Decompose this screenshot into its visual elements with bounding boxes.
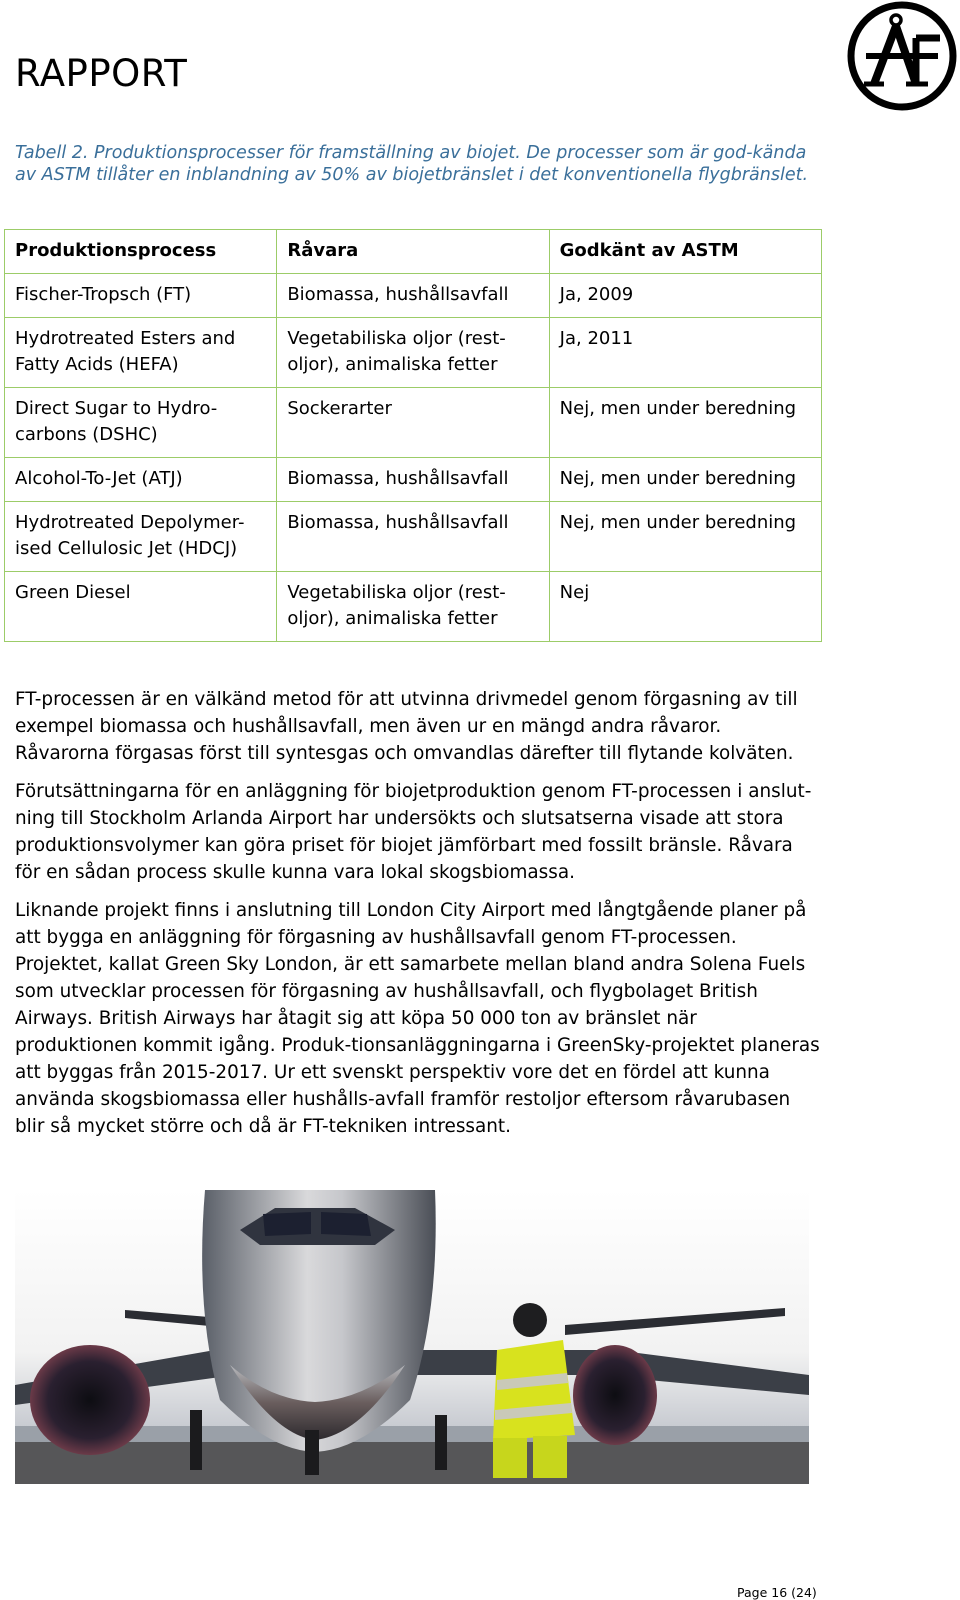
column-header: Godkänt av ASTM xyxy=(549,230,821,274)
process-cell: Alcohol-To-Jet (ATJ) xyxy=(5,458,277,502)
paragraph: Förutsättningarna för en anläggning för biojetproduktion genom FT-processen i anslut-ning till Stockholm Arlanda Airport har undersökts och slutsatserna visade att stora produktionsvolymer kan göra priset för biojet jämförbart med fossilt bränsle. Råvara för en sådan process skulle kunna vara lokal skogsbiomassa. xyxy=(15,781,812,883)
table-row xyxy=(5,274,822,318)
table-row xyxy=(5,502,822,572)
feedstock-cell: Vegetabiliska oljor (rest-oljor), animaliska fetter xyxy=(277,318,549,388)
feedstock-cell: Biomassa, hushållsavfall xyxy=(277,502,549,572)
table-row xyxy=(5,572,822,642)
body-text xyxy=(15,686,821,1151)
astm-cell: Ja, 2011 xyxy=(549,318,821,388)
astm-cell: Ja, 2009 xyxy=(549,274,821,318)
paragraph: FT-processen är en välkänd metod för att utvinna drivmedel genom förgasning av till exempel biomassa och hushållsavfall, men även ur en mängd andra råvaror. Råvarorna förgasas först till syntesgas och omvandlas därefter till flytande kolväten. xyxy=(15,689,798,764)
feedstock-cell: Sockerarter xyxy=(277,388,549,458)
process-table xyxy=(4,229,822,642)
paragraph: Liknande projekt finns i anslutning till London City Airport med långtgående planer på att bygga en anläggning för förgasning av hushållsavfall genom FT-processen. Projektet, kallat Green Sky London, är ett samarbete mellan bland andra Solena Fuels som utvecklar processen för förgasning av hushållsavfall, och flygbolaget British Airways. British Airways har åtagit sig att köpa 50 000 ton av bränslet när produktionen kommit igång. Produk-tionsanläggningarna i GreenSky-projektet planeras att byggas från 2015-2017. Ur ett svenskt perspektiv vore det en fördel att kunna använda skogsbiomassa eller hushålls-avfall framför restoljor eftersom råvarubasen blir så mycket större och då är FT-tekniken intressant. xyxy=(15,900,820,1137)
af-logo-icon xyxy=(846,0,958,112)
astm-cell: Nej, men under beredning xyxy=(549,458,821,502)
process-cell: Direct Sugar to Hydro-carbons (DSHC) xyxy=(5,388,277,458)
process-cell: Hydrotreated Esters and Fatty Acids (HEFA) xyxy=(5,318,277,388)
airplane-photo xyxy=(15,1190,809,1484)
feedstock-cell: Biomassa, hushållsavfall xyxy=(277,458,549,502)
astm-cell: Nej, men under beredning xyxy=(549,502,821,572)
table-header-row xyxy=(5,230,822,274)
page-title: RAPPORT xyxy=(15,52,188,95)
table-row xyxy=(5,388,822,458)
astm-cell: Nej, men under beredning xyxy=(549,388,821,458)
astm-cell: Nej xyxy=(549,572,821,642)
process-cell: Fischer-Tropsch (FT) xyxy=(5,274,277,318)
feedstock-cell: Biomassa, hushållsavfall xyxy=(277,274,549,318)
table-caption: Tabell 2. Produktionsprocesser för framställning av biojet. De processer som är god-kända av ASTM tillåter en inblandning av 50% av biojetbränslet i det konventionella flygbränslet. xyxy=(15,143,809,185)
process-cell: Hydrotreated Depolymer-ised Cellulosic Jet (HDCJ) xyxy=(5,502,277,572)
table-row xyxy=(5,458,822,502)
table-row xyxy=(5,318,822,388)
process-cell: Green Diesel xyxy=(5,572,277,642)
page-number: Page 16 (24) xyxy=(737,1585,817,1600)
column-header: Råvara xyxy=(277,230,549,274)
column-header: Produktionsprocess xyxy=(5,230,277,274)
feedstock-cell: Vegetabiliska oljor (rest-oljor), animaliska fetter xyxy=(277,572,549,642)
